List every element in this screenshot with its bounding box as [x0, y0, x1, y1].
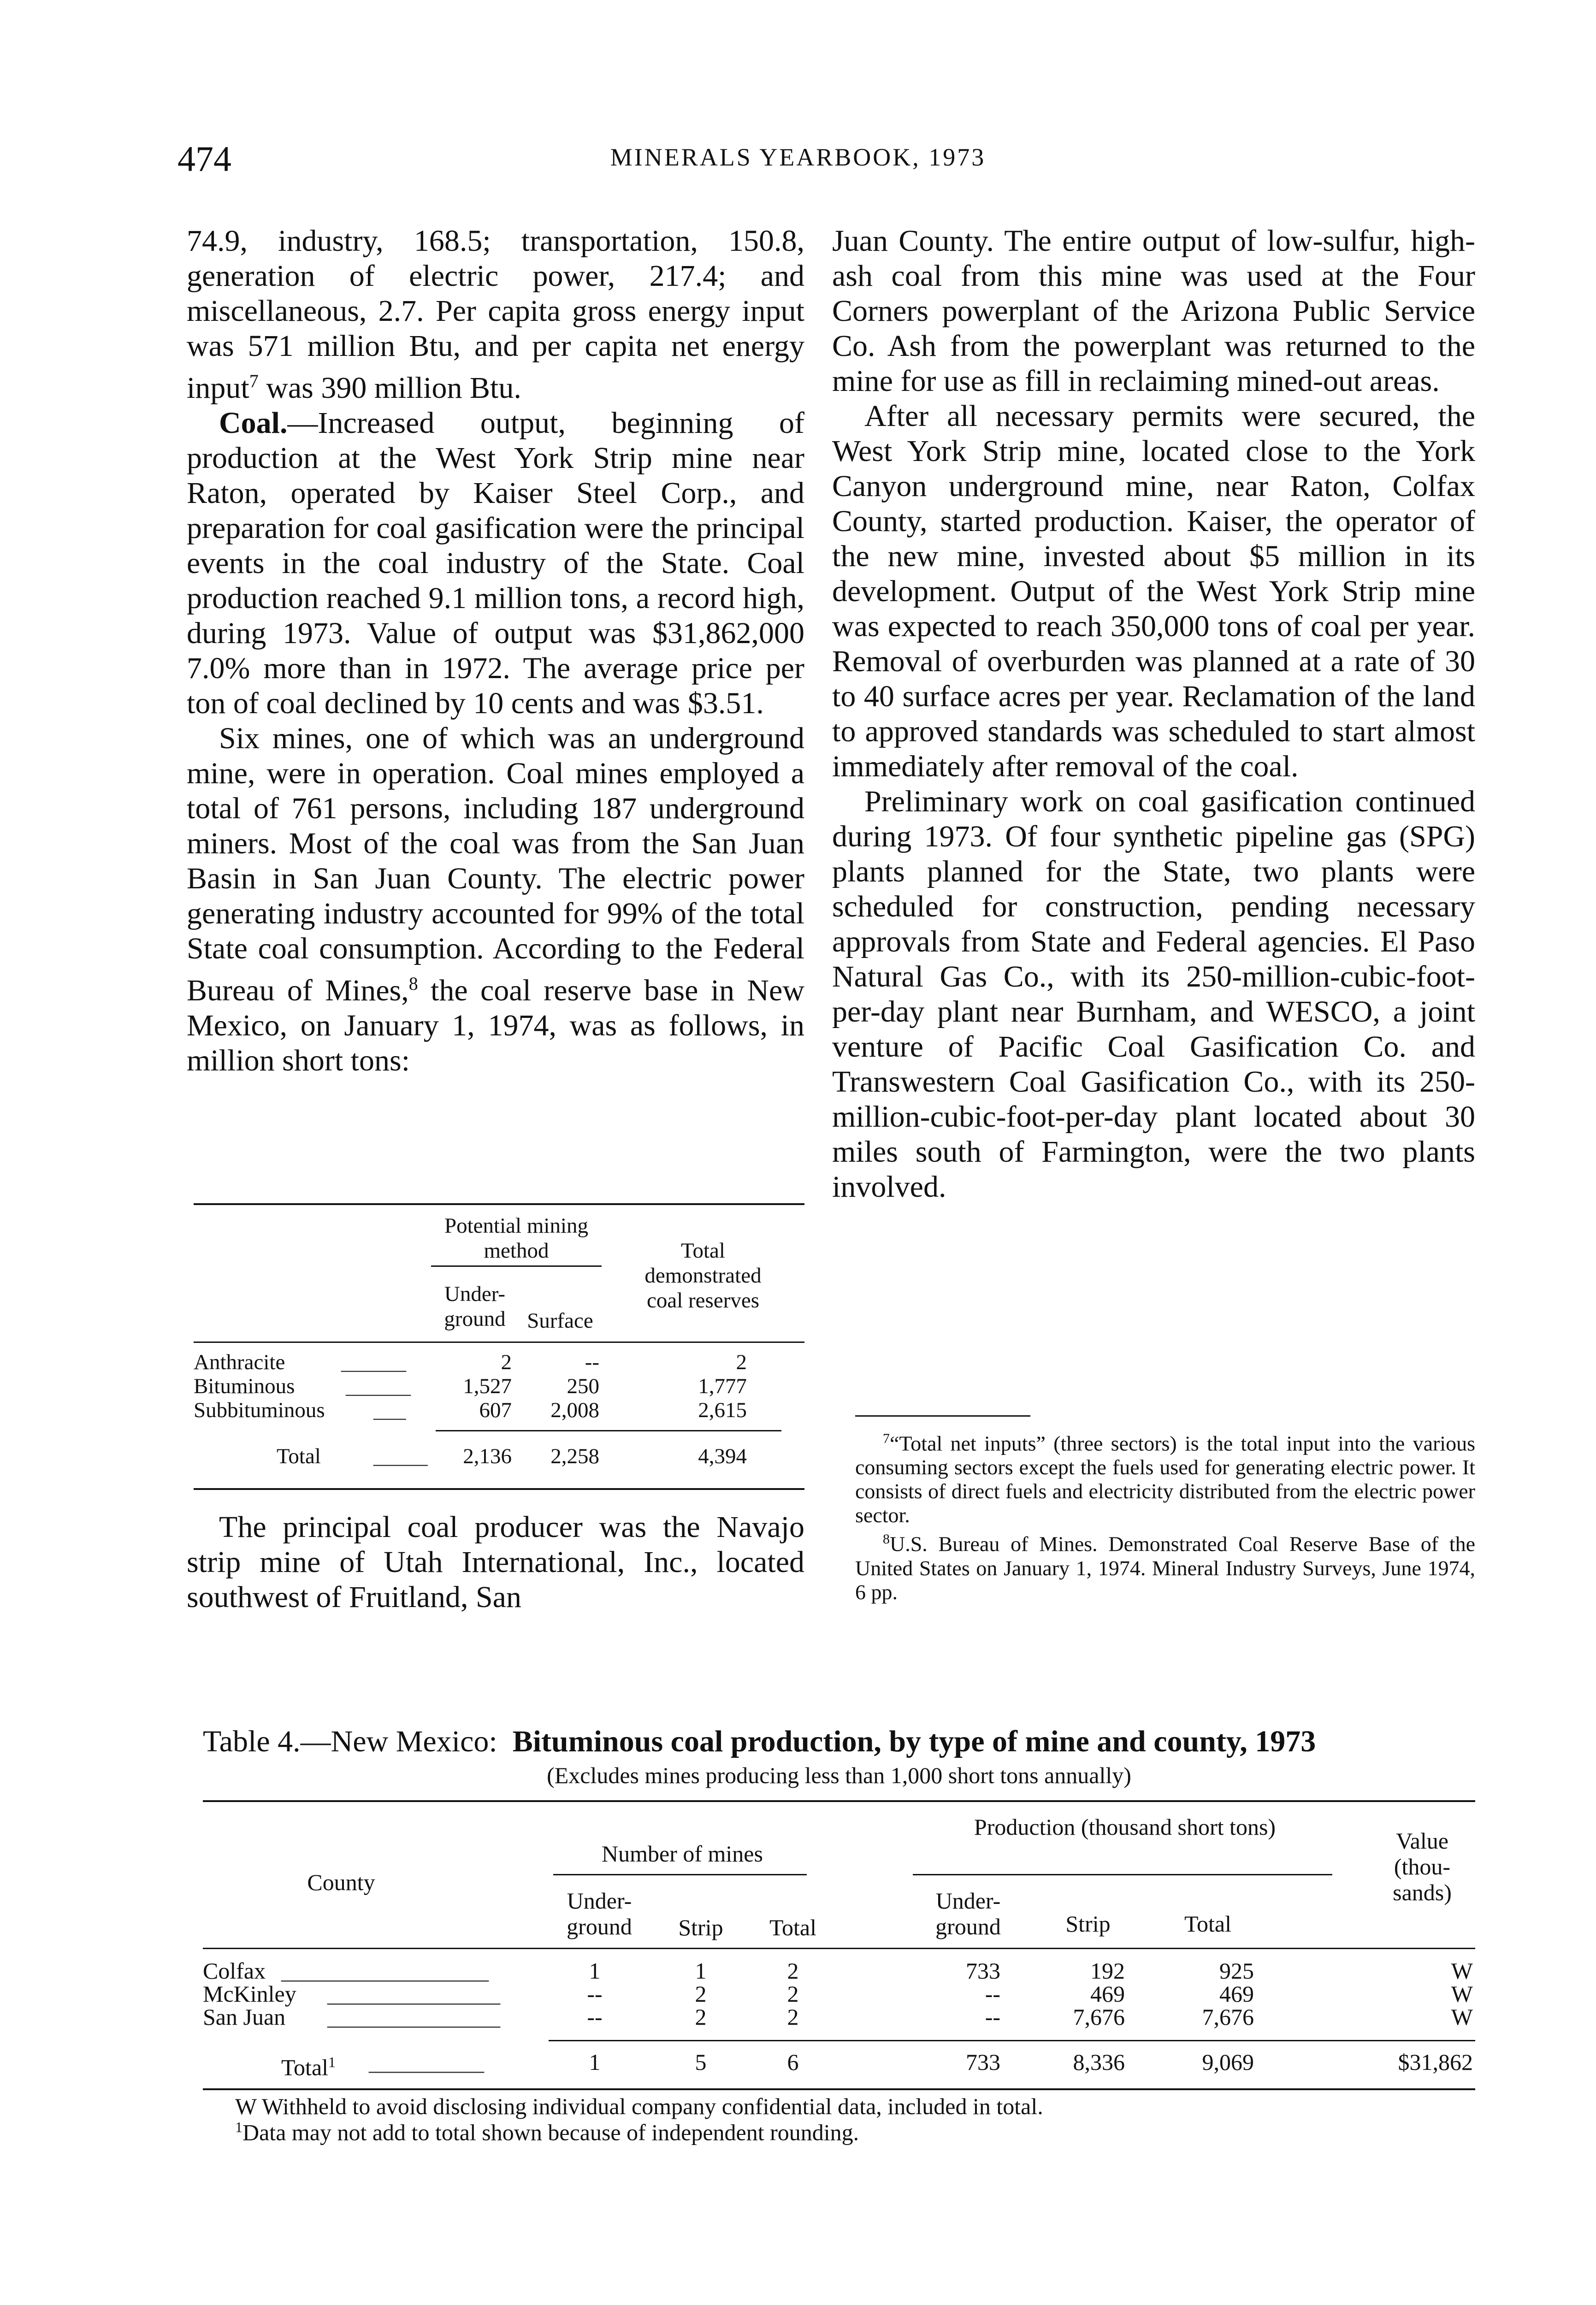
page-number: 474 — [177, 139, 231, 179]
cell-mines-total: 2 — [787, 2004, 799, 2030]
cell-mines-strip: 5 — [695, 2049, 707, 2075]
table-rule — [431, 1265, 602, 1267]
cell-prod-underground: 733 — [966, 2049, 1000, 2075]
table-rule — [194, 1342, 804, 1343]
cell-underground: 2 — [501, 1350, 512, 1374]
cell-mines-strip: 1 — [695, 1958, 707, 1984]
cell-mines-strip: 2 — [695, 2004, 707, 2030]
table4-title-text: Bituminous coal production, by type of mine and county, 1973 — [512, 1725, 1316, 1758]
cell-prod-strip: 192 — [1090, 1958, 1125, 1984]
cell-mines-underground: 1 — [589, 2049, 601, 2075]
left-column — [187, 224, 804, 1078]
footnote-mark: 7 — [883, 1431, 890, 1446]
group-header-mines: Number of mines — [602, 1841, 763, 1867]
cell-prod-total: 9,069 — [1202, 2049, 1254, 2075]
cell-value: W — [1451, 1958, 1473, 1984]
cell-mines-strip: 2 — [695, 1981, 707, 2007]
row-label: Anthracite — [194, 1350, 285, 1374]
paragraph-westyork: After all necessary permits were secured, the West York Strip mine, located close to the York Canyon underground mine, near Raton, Colfax County, started production. Kaiser, the operator of the new mine, invested about $5 million in its development. Output of the West York Strip mine was expected to reach 350,000 tons of coal per year. Removal of overburden was planned at a rate of 30 to 40 surface acres per year. Reclamation of the land to approved standards was scheduled to start almost immediately after removal of the coal. — [832, 399, 1475, 783]
table-rule — [194, 1488, 804, 1490]
cell-value: W — [1451, 2004, 1473, 2030]
paragraph-text: Six mines, one of which was an underground mine, were in operation. Coal mines employed a total of 761 persons, including 187 underground miners. Most of the coal was from the San Juan Basin in San Juan County. The electric power generating industry accounted for 99% of the total State coal consumption. According to the Federal Bureau of Mines, — [187, 721, 804, 1007]
paragraph-energy — [187, 224, 804, 406]
group-header-mining-method: Potential mining method — [444, 1214, 589, 1263]
leader-dots: _______________ — [327, 2004, 500, 2030]
cell-prod-total: 925 — [1219, 1958, 1254, 1984]
table4-footnote-w: W Withheld to avoid disclosing individual company confidential data, included in total. — [235, 2093, 1043, 2119]
row-county: McKinley — [203, 1981, 296, 2007]
cell-total: 4,394 — [698, 1444, 747, 1468]
leader-dots: _______________ — [327, 1981, 500, 2007]
cell-value: W — [1451, 1981, 1473, 2007]
table-rule — [203, 2088, 1475, 2090]
paragraph-text: 74.9, industry, 168.5; transportation, 150.8, generation of electric power, 217.4; and miscellaneous, 2.7. Per capita gross energy input was 571 million Btu, and per capita net energy input — [187, 224, 804, 405]
footnote-7 — [855, 1427, 1475, 1527]
cell-prod-underground: 733 — [966, 1958, 1000, 1984]
running-title: MINERALS YEARBOOK, 1973 — [610, 143, 986, 171]
row-label: Bituminous — [194, 1374, 295, 1398]
table-rule — [913, 1874, 1332, 1875]
header-mines-total: Total — [769, 1915, 817, 1940]
cell-total: 1,777 — [698, 1374, 747, 1398]
row-county: San Juan — [203, 2004, 286, 2030]
footnote-ref: 8 — [408, 973, 418, 994]
leader-dots: ______ — [346, 1374, 411, 1398]
footnote-mark: 8 — [883, 1531, 890, 1547]
footnote-text: “Total net inputs” (three sectors) is the total input into the various consuming sectors except the fuels used for generating electric power. It consists of direct fuels and electricity distributed from the electric power sector. — [855, 1431, 1475, 1527]
cell-prod-underground: -- — [985, 2004, 1000, 2030]
table4-title — [203, 1724, 1475, 1759]
table4-title-label: Table 4.—New Mexico: — [203, 1725, 497, 1758]
cell-surface: 250 — [567, 1374, 599, 1398]
table4-subtitle: (Excludes mines producing less than 1,000 short tons annually) — [547, 1762, 1131, 1788]
table-rule — [203, 1800, 1475, 1802]
cell-mines-total: 2 — [787, 1981, 799, 2007]
cell-underground: 2,136 — [463, 1444, 512, 1468]
leader-dots: ___ — [373, 1398, 406, 1422]
paragraph-text: was 390 million Btu. — [258, 371, 521, 405]
cell-surface: -- — [585, 1350, 599, 1374]
reserve-table — [187, 1203, 804, 1498]
leader-dots: ______ — [341, 1350, 406, 1374]
cell-total: 2 — [736, 1350, 747, 1374]
row-label-total: Total — [277, 1444, 321, 1468]
cell-mines-underground: 1 — [589, 1958, 601, 1984]
cell-total: 2,615 — [698, 1398, 747, 1422]
header-county: County — [307, 1869, 375, 1895]
paragraph-coal — [187, 406, 804, 721]
total-label: Total — [281, 2054, 329, 2080]
row-county-total — [281, 2049, 336, 2080]
paragraph-mines — [187, 721, 804, 1078]
paragraph-gasification: Preliminary work on coal gasification continued during 1973. Of four synthetic pipeline gas (SPG) plants planned for the State, two plants were scheduled for construction, pending necessary approvals from State and Federal agencies. El Paso Natural Gas Co., with its 250-million-cubic-foot-per-day plant near Burnham, and WESCO, a joint venture of Pacific Coal Gasification Co. and Transwestern Coal Gasification Co., with its 250-million-cubic-foot-per-day plant located about 30 miles south of Farmington, were the two plants involved. — [832, 785, 1475, 1204]
table-rule — [553, 1874, 807, 1875]
cell-surface: 2,258 — [550, 1444, 599, 1468]
header-total-reserves: Total demonstrated coal reserves — [644, 1239, 762, 1312]
table-rule — [549, 2040, 1475, 2041]
leader-dots: __________ — [369, 2049, 484, 2075]
section-heading-coal: Coal. — [219, 406, 288, 440]
table-rule — [194, 1203, 804, 1205]
paragraph-text: the coal reserve base in New Mexico, on January 1, 1974, was as follows, in million short tons: — [187, 974, 804, 1077]
table4-footnote-1 — [235, 2119, 859, 2146]
leader-dots: _____ — [373, 1444, 428, 1468]
cell-mines-total: 6 — [787, 2049, 799, 2075]
row-county: Colfax — [203, 1958, 266, 1984]
footnote-8 — [855, 1527, 1475, 1604]
cell-prod-underground: -- — [985, 1981, 1000, 2007]
table-rule — [203, 1948, 1475, 1949]
paragraph-producer: The principal coal producer was the Navajo strip mine of Utah International, Inc., located southwest of Fruitland, San — [187, 1510, 804, 1614]
cell-prod-total: 469 — [1219, 1981, 1254, 2007]
table4 — [203, 1800, 1475, 2132]
cell-surface: 2,008 — [550, 1398, 599, 1422]
paragraph-fourcorners: Juan County. The entire output of low-sulfur, high-ash coal from this mine was used at the Four Corners powerplant of the Arizona Public Service Co. Ash from the powerplant was returned to the mine for use as fill in reclaiming mined-out areas. — [832, 224, 1475, 398]
group-header-production: Production (thousand short tons) — [974, 1814, 1276, 1840]
header-prod-strip: Strip — [1065, 1911, 1111, 1937]
left-column-continued — [187, 1510, 804, 1615]
cell-prod-strip: 469 — [1090, 1981, 1125, 2007]
header-value: Value (thou-sands) — [1393, 1828, 1452, 1905]
right-column — [832, 224, 1475, 1205]
cell-mines-underground: -- — [587, 2004, 603, 2030]
header-mines-underground: Under-ground — [567, 1888, 632, 1939]
header-mines-strip: Strip — [678, 1915, 723, 1940]
cell-mines-total: 2 — [787, 1958, 799, 1984]
footnote-rule — [855, 1415, 1030, 1417]
table-rule — [436, 1430, 781, 1431]
cell-prod-total: 7,676 — [1202, 2004, 1254, 2030]
footnote-text: Data may not add to total shown because of independent rounding. — [242, 2119, 859, 2145]
cell-mines-underground: -- — [587, 1981, 603, 2007]
header-prod-underground: Under-ground — [935, 1888, 1001, 1939]
cell-underground: 607 — [479, 1398, 512, 1422]
footnote-text: U.S. Bureau of Mines. Demonstrated Coal Reserve Base of the United States on January 1, 1974. Mineral Industry Surveys, June 1974, 6 pp. — [855, 1532, 1475, 1604]
header-prod-total: Total — [1184, 1911, 1232, 1937]
row-label: Subbituminous — [194, 1398, 325, 1422]
paragraph-text: —Increased output, beginning of production at the West York Strip mine near Raton, operated by Kaiser Steel Corp., and preparation for coal gasification were the principal events in the coal industry of the State. Coal production reached 9.1 million tons, a record high, during 1973. Value of output was $31,862,000 7.0% more than in 1972. The average price per ton of coal declined by 10 cents and was $3.51. — [187, 406, 804, 720]
header-underground: Under-ground — [444, 1282, 506, 1331]
footnote-ref: 7 — [249, 371, 259, 391]
header-surface: Surface — [527, 1309, 593, 1333]
cell-prod-strip: 7,676 — [1073, 2004, 1125, 2030]
footnote-mark: 1 — [328, 2054, 336, 2070]
cell-prod-strip: 8,336 — [1073, 2049, 1125, 2075]
cell-value: $31,862 — [1398, 2049, 1473, 2075]
footnotes — [855, 1427, 1475, 1604]
leader-dots: __________________ — [281, 1958, 489, 1984]
cell-underground: 1,527 — [463, 1374, 512, 1398]
footnote-mark: 1 — [235, 2119, 242, 2135]
